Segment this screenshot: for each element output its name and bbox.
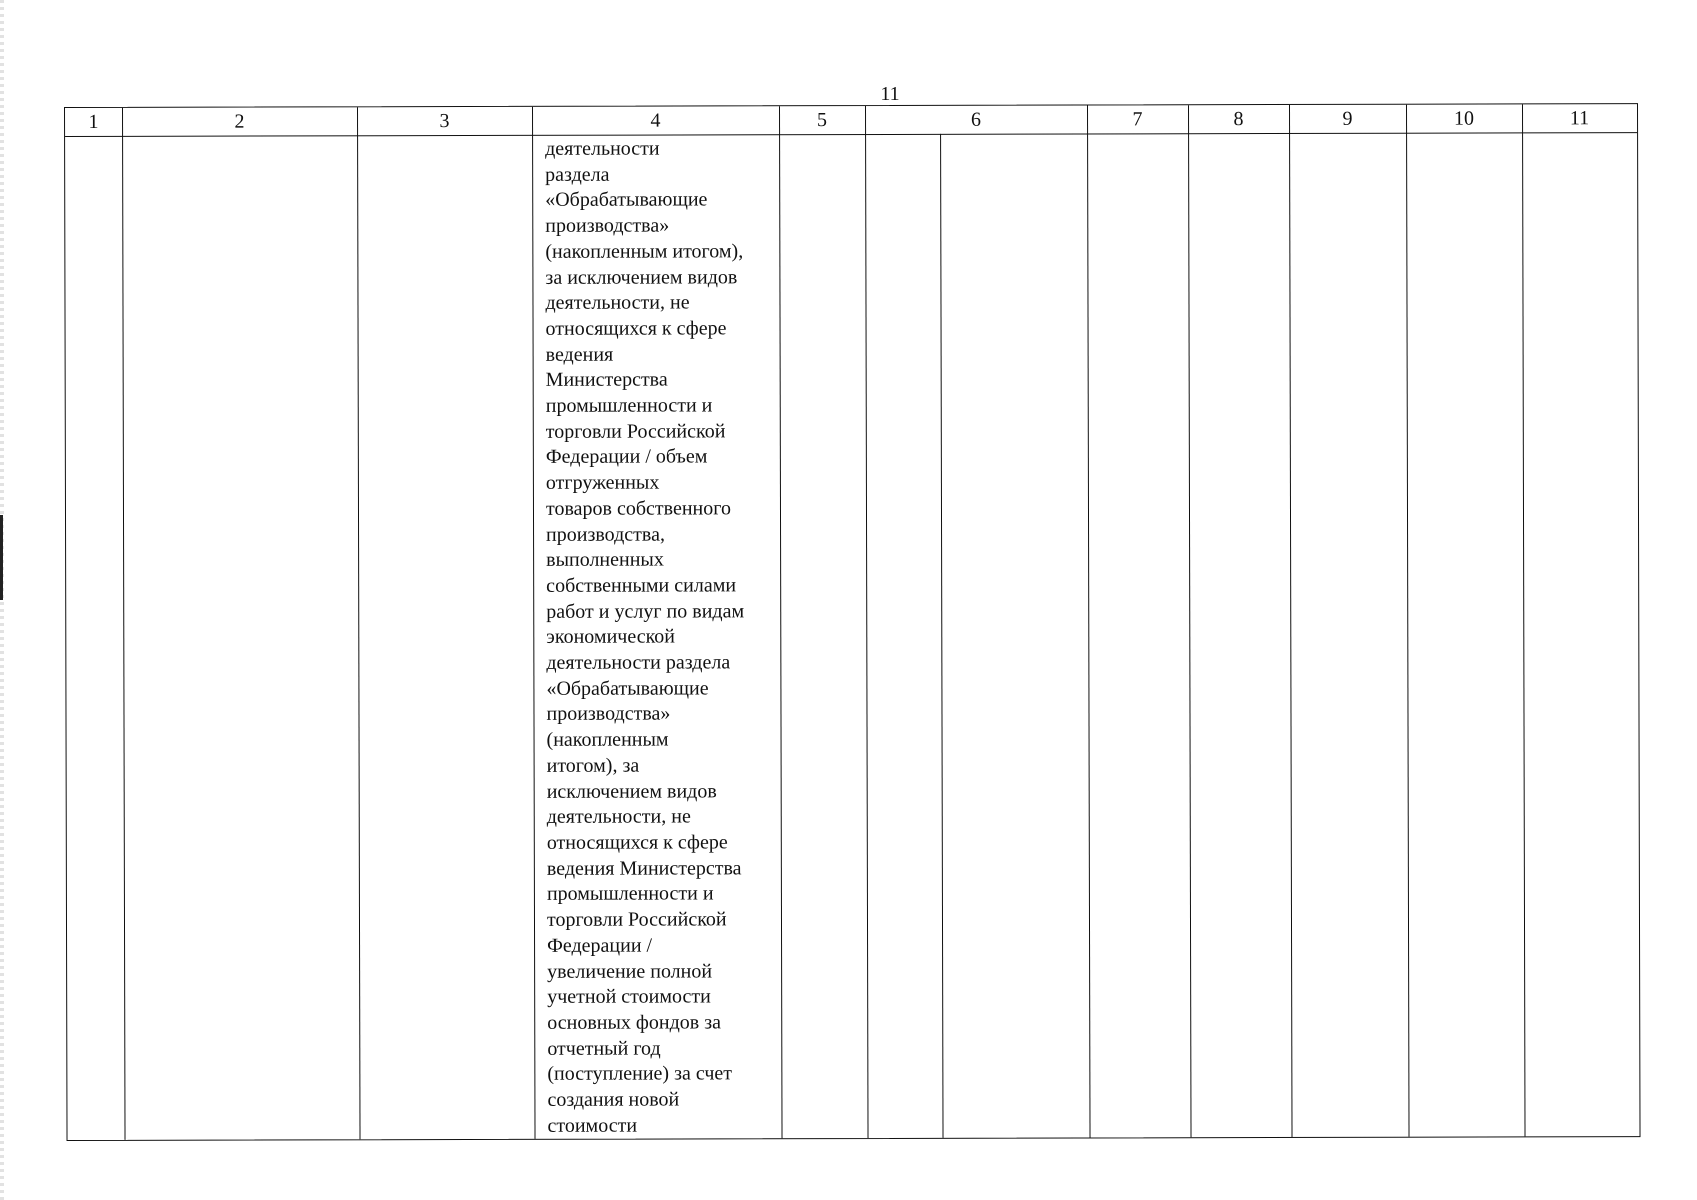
column-divider-6 [1087,105,1091,1137]
header-cell-11: 11 [1569,107,1590,130]
indicator-text-line: «Обрабатывающие [546,677,709,700]
indicator-text-line: создания новой [547,1088,680,1111]
column-divider-1 [122,108,126,1140]
indicator-text-line: раздела [545,163,610,186]
column-divider-7 [1188,105,1192,1137]
header-cell-5: 5 [817,109,828,132]
indicator-text-line: торговли Российской [546,908,727,931]
indicator-text-line: учетной стоимости [547,985,711,1009]
header-cell-6: 6 [971,108,982,131]
header-cell-1: 1 [88,110,99,133]
header-cell-10: 10 [1454,107,1475,130]
column-6-subdivider [940,134,943,1138]
indicator-text-line: выполненных [546,548,664,572]
column-4-indicator-text [545,136,787,1139]
indicator-text-line: деятельности раздела [546,651,731,674]
indicator-text-line: отгруженных [545,471,660,494]
indicator-text-line: производства» [546,702,671,726]
indicator-text-line: относящихся к сфере [545,317,727,340]
column-divider-8 [1289,105,1293,1137]
indicator-text-line: «Обрабатывающие [545,188,708,212]
indicator-text-line: исключением видов [546,779,717,803]
indicator-text-line: торговли Российской [545,420,726,443]
indicator-text-line: итогом), за [546,754,640,777]
indicator-text-line: Федерации / объем [545,445,708,469]
indicator-text-line: деятельности [545,137,660,160]
header-cell-2: 2 [234,110,245,133]
indicator-text-line: деятельности, не [546,805,691,829]
scan-edge [0,0,4,1200]
indicator-text-line: (поступление) за счет [547,1062,733,1086]
indicator-text-line: производства, [546,523,665,546]
indicator-text-line: Министерства [545,368,668,392]
indicator-text-line: экономической [546,625,676,649]
column-divider-9 [1406,105,1410,1137]
indicator-text-line: основных фондов за [547,1011,721,1034]
header-cell-9: 9 [1342,107,1353,130]
indicator-text-line: собственными силами [546,574,737,597]
header-cell-7: 7 [1132,108,1143,131]
indicator-text-line: работ и услуг по видам [546,599,745,623]
indicator-text-line: стоимости [547,1114,638,1137]
indicator-text-line: деятельности, не [545,291,690,315]
column-divider-3 [532,107,536,1139]
column-divider-10 [1522,104,1526,1136]
indicator-text-line: отчетный год [547,1037,661,1060]
indicator-text-line: Федерации / [547,934,653,957]
page-number: 11 [880,83,900,105]
table [64,103,1641,1141]
indicator-text-line: (накопленным итогом), [545,240,744,263]
indicator-text-line: производства» [545,214,670,237]
header-cell-3: 3 [439,110,450,133]
header-cell-4: 4 [650,109,661,132]
column-divider-2 [357,107,361,1139]
scan-edge-mark [0,515,3,600]
header-cell-8: 8 [1233,108,1244,131]
indicator-text-line: (накопленным [546,728,669,751]
indicator-text-line: промышленности и [545,394,713,417]
indicator-text-line: ведения Министерства [546,857,742,880]
indicator-text-line: промышленности и [546,882,714,906]
indicator-text-line: товаров собственного [545,497,731,520]
indicator-text-line: увеличение полной [547,959,713,983]
indicator-text-line: относящихся к сфере [546,831,728,854]
column-divider-5 [865,106,869,1138]
indicator-text-line: ведения [545,343,614,366]
indicator-text-line: за исключением видов [545,265,738,289]
